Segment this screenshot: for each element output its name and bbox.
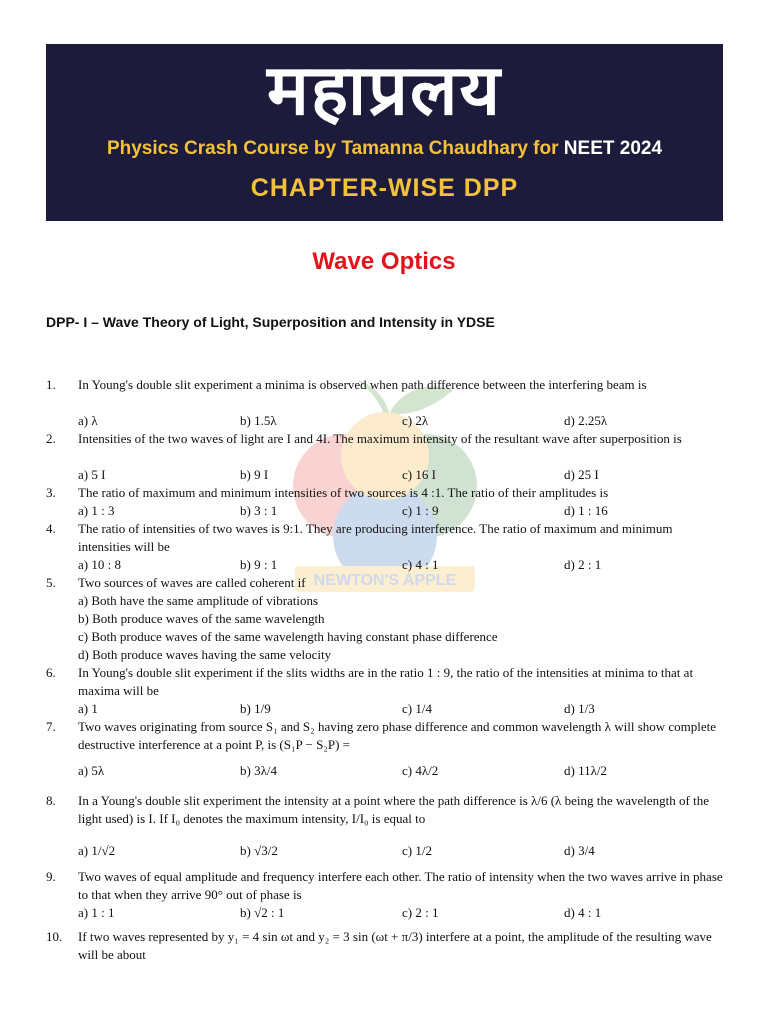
option-b[interactable]: b) 3λ/4 — [240, 763, 277, 778]
option-d[interactable]: d) Both produce waves having the same velocity — [78, 647, 332, 662]
question-number: 3. — [46, 485, 56, 500]
option-c[interactable]: c) 16 I — [402, 467, 436, 482]
question-number: 6. — [46, 665, 56, 680]
option-a[interactable]: a) λ — [78, 413, 98, 428]
banner-exam-name: NEET 2024 — [563, 138, 663, 159]
option-d[interactable]: d) 1 : 16 — [564, 503, 608, 518]
option-c[interactable]: c) 4 : 1 — [402, 557, 439, 572]
option-c[interactable]: c) 2λ — [402, 413, 429, 428]
header-banner — [46, 44, 723, 221]
question-text: Intensities of the two waves of light are I and 4I. The maximum intensity of the resultant wave after superposition is — [78, 431, 682, 446]
option-c[interactable]: c) 4λ/2 — [402, 763, 439, 778]
question-number: 9. — [46, 869, 56, 884]
option-d[interactable]: d) 2 : 1 — [564, 557, 602, 572]
option-d[interactable]: d) 4 : 1 — [564, 905, 602, 920]
option-d[interactable]: d) 1/3 — [564, 701, 595, 716]
option-b[interactable]: b) 3 : 1 — [240, 503, 278, 518]
question-text: If two waves represented by y₁ = 4 sin ωt and y₂ = 3 sin (ωt + π/3) interfere at a point, the amplitude of the resulting wave will be about — [78, 929, 712, 962]
question-text: Two waves of equal amplitude and frequency interfere each other. The ratio of intensity when the two waves arrive in phase to that when they arrive 90° out of phase is — [78, 869, 723, 902]
question-options — [78, 700, 728, 718]
option-a[interactable]: a) 1 : 3 — [78, 503, 115, 518]
question-options — [78, 842, 728, 860]
option-b[interactable]: b) Both produce waves of the same wavelength — [78, 611, 325, 626]
question-options — [78, 466, 728, 484]
question-number: 5. — [46, 575, 56, 590]
question-options — [78, 762, 728, 780]
banner-subtitle: CHAPTER-WISE DPP — [250, 174, 519, 202]
option-d[interactable]: d) 3/4 — [564, 843, 595, 858]
question-options — [78, 412, 728, 430]
question-number: 2. — [46, 431, 56, 446]
option-a[interactable]: a) Both have the same amplitude of vibrations — [78, 593, 319, 608]
option-d[interactable]: d) 2.25λ — [564, 413, 608, 428]
option-b[interactable]: b) √2 : 1 — [240, 905, 285, 920]
question-text: In Young's double slit experiment a minima is observed when path difference between the interfering beam is — [78, 377, 647, 392]
question-text: Two waves originating from source S₁ and S₂ having zero phase difference and common wavelength λ will show complete destructive interference at a point P, is (S₁P − S₂P) = — [78, 719, 717, 752]
question-text: The ratio of intensities of two waves is 9:1. They are producing interference. The ratio of maximum and minimum intensities will be — [78, 521, 673, 554]
question-text: In Young's double slit experiment if the slits widths are in the ratio 1 : 9, the ratio of the intensities at minima to that at maxima will be — [78, 665, 694, 698]
option-b[interactable]: b) √3/2 — [240, 843, 278, 858]
option-c[interactable]: c) 1/4 — [402, 701, 432, 716]
option-d[interactable]: d) 11λ/2 — [564, 763, 608, 778]
banner-course-name: Physics Crash Course by Tamanna Chaudhary for — [106, 138, 559, 159]
question-number: 1. — [46, 377, 56, 392]
option-c[interactable]: c) 1/2 — [402, 843, 432, 858]
watermark-text: NEWTON'S APPLE — [313, 572, 457, 589]
question-number: 8. — [46, 793, 56, 808]
banner-course-line — [46, 138, 723, 160]
page-title: Wave Optics — [312, 248, 456, 275]
banner-hindi-title: महाप्रलय — [266, 49, 503, 131]
option-a[interactable]: a) 5λ — [78, 763, 105, 778]
question-number: 10. — [46, 929, 63, 944]
question-text: The ratio of maximum and minimum intensities of two sources is 4 :1. The ratio of their amplitudes is — [78, 485, 609, 500]
question-text: Two sources of waves are called coherent if — [78, 575, 306, 590]
option-a[interactable]: a) 1/√2 — [78, 843, 116, 858]
option-a[interactable]: a) 5 I — [78, 467, 106, 482]
question-number: 7. — [46, 719, 56, 734]
option-b[interactable]: b) 9 I — [240, 467, 269, 482]
option-b[interactable]: b) 1/9 — [240, 701, 271, 716]
option-a[interactable]: a) 1 : 1 — [78, 905, 115, 920]
option-a[interactable]: a) 1 — [78, 701, 98, 716]
question-options — [78, 502, 728, 520]
option-c[interactable]: c) 1 : 9 — [402, 503, 439, 518]
option-b[interactable]: b) 1.5λ — [240, 413, 277, 428]
option-b[interactable]: b) 9 : 1 — [240, 557, 278, 572]
option-a[interactable]: a) 10 : 8 — [78, 557, 121, 572]
question-options — [78, 556, 728, 574]
option-d[interactable]: d) 25 I — [564, 467, 599, 482]
option-c[interactable]: c) Both produce waves of the same wavelength having constant phase difference — [78, 629, 498, 644]
question-number: 4. — [46, 521, 56, 536]
section-title: DPP- I – Wave Theory of Light, Superposition and Intensity in YDSE — [46, 314, 495, 330]
option-c[interactable]: c) 2 : 1 — [402, 905, 439, 920]
question-text: In a Young's double slit experiment the intensity at a point where the path difference is λ/6 (λ being the wavelength of the light used) is I. If I₀ denotes the maximum intensity, I/I₀ is equal to — [78, 793, 709, 826]
question-options — [78, 904, 728, 922]
